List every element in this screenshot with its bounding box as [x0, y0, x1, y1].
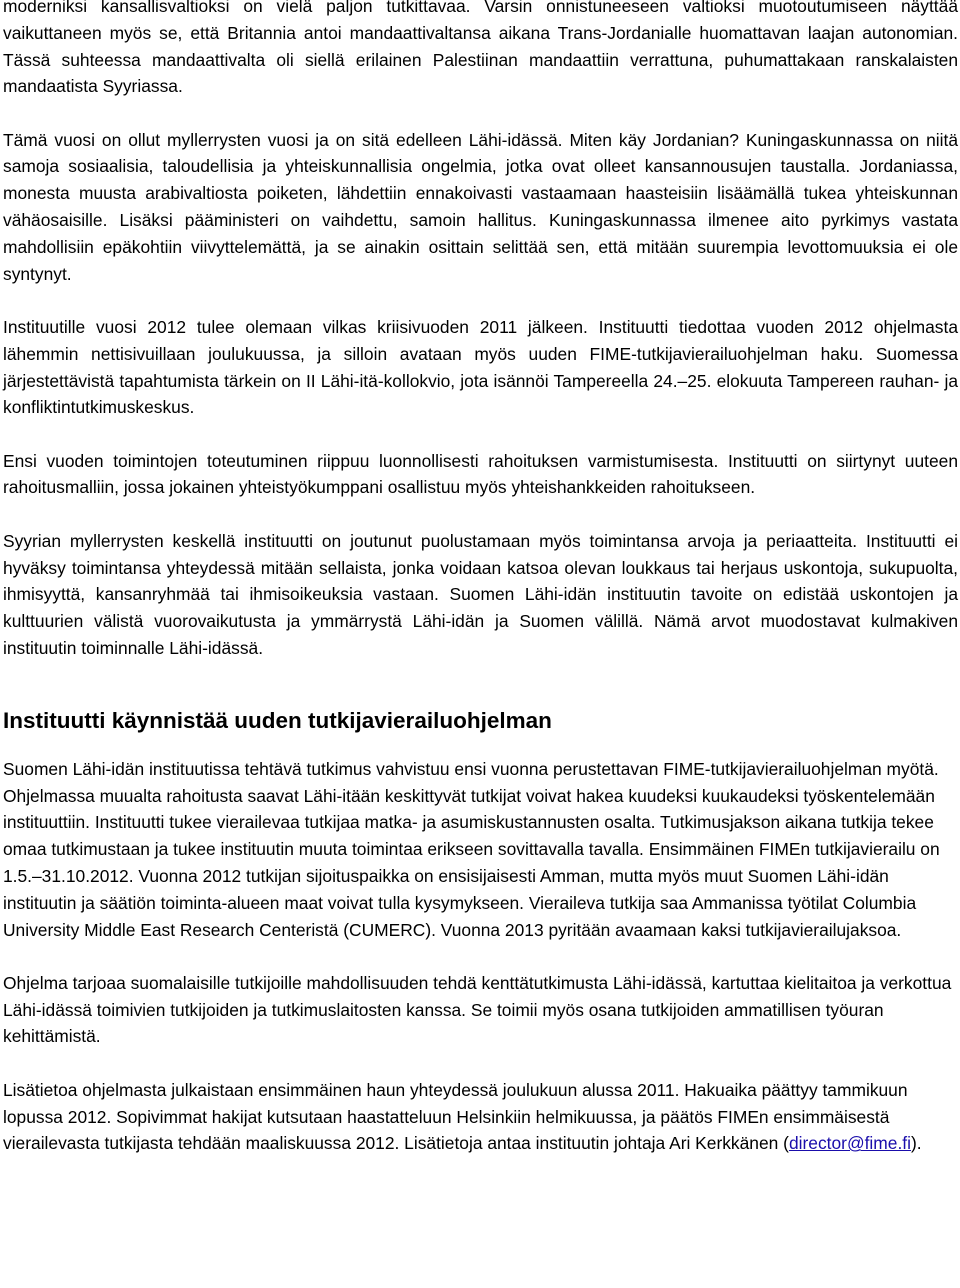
paragraph-institute-2012: Instituutille vuosi 2012 tulee olemaan vilkas kriisivuoden 2011 jälkeen. Instituutti tiedottaa vuoden 2012 ohjelmasta lähemmin nettisivuillaan joulukuussa, ja silloin avataan myös uuden FIME-tutkijavierailuohjelman haku. Suomessa järjestettävistä tapahtumista tärkein on II Lähi-itä-kollokvio, jota isännöi Tampereella 24.–25. elokuuta Tampereen rauhan- ja konfliktintutkimuskeskus. [3, 316, 958, 418]
section-heading: Instituutti käynnistää uuden tutkijavierailuohjelman [3, 707, 552, 733]
director-email-link[interactable]: director@fime.fi [788, 1133, 911, 1154]
document-page [3, 0, 958, 1157]
paragraph-program-benefits: Ohjelma tarjoaa suomalaisille tutkijoille mahdollisuuden tehdä kenttätutkimusta Lähi-idässä, kartuttaa kielitaitoa ja verkottua Lähi-idässä toimivien tutkijoiden ja tutkimuslaitosten kanssa. Se toimii myös osana tutkijoiden ammatillisen työuran kehittämistä. [3, 972, 952, 1047]
paragraph-funding: Ensi vuoden toimintojen toteutuminen riippuu luonnollisesti rahoituksen varmistumisesta. Instituutti on siirtynyt uuteen rahoitusmalliin, jossa jokainen yhteistyökumppani osallistuu myös yhteishankkeiden rahoitukseen. [3, 450, 958, 498]
more-info-end: ). [910, 1133, 922, 1154]
paragraph-jordan-unrest: Tämä vuosi on ollut myllerrysten vuosi ja on sitä edelleen Lähi-idässä. Miten käy Jordanian? Kuningaskunnassa on niitä samoja sosiaalisia, taloudellisia ja yhteiskunnallisia ongelmia, jotka ovat olleet kansannousujen taustalla. Jordaniassa, monesta muusta arabivaltiosta poiketen, lähdettiin ennakoivasti vastaamaan haasteisiin lisäämällä tukea yhteiskunnan vähäosaisille. Lisäksi pääministeri on vaihdettu, samoin hallitus. Kuningaskunnassa ilmenee aito pyrkimys vastata mahdollisiin epäkohtiin viivyttelemättä, ja se ainakin osittain selittää sen, että mitään suurempia levottomuuksia ei ole syntynyt. [3, 129, 958, 284]
paragraph-more-info [3, 1077, 958, 1157]
paragraph-values: Syyrian myllerrysten keskellä instituutti on joutunut puolustamaan myös toimintansa arvoja ja periaatteita. Instituutti ei hyväksy toimintansa yhteydessä mitään sellaista, jonka voidaan katsoa olevan loukkaus tai herjaus uskontoja, sukupuolta, ihmisyyttä, kansanryhmää tai ihmisoikeuksia vastaan. Suomen Lähi-idän instituutin tavoite on edistää uskontojen ja kulttuurien välistä vuorovaikutusta ja ymmärrystä Lähi-idän ja Suomen välillä. Nämä arvot muodostavat kulmakiven instituutin toiminnalle Lähi-idässä. [3, 530, 958, 658]
paragraph-visiting-program: Suomen Lähi-idän instituutissa tehtävä tutkimus vahvistuu ensi vuonna perustettavan FIME-tutkijavierailuohjelman myötä. Ohjelmassa muualta rahoitusta saavat Lähi-itään keskittyvät tutkijat voivat hakea kuudeksi kuukaudeksi työskentelemään instituuttiin. Instituutti tukee vierailevaa tutkijaa matka- ja asumiskustannusten osalta. Tutkimusjakson aikana tutkija tekee omaa tutkimustaan ja tukee instituutin muuta toimintaa erikseen sovittavalla tavalla. Ensimmäinen FIMEn tutkijavierailu on 1.5.–31.10.2012. Vuonna 2012 tutkijan sijoituspaikka on ensisijaisesti Amman, mutta myös muut Suomen Lähi-idän instituutin ja säätiön toiminta-alueen maat voivat tulla kysymykseen. Vieraileva tutkija saa Ammanissa työtilat Columbia University Middle East Research Centeristä (CUMERC). Vuonna 2013 pyritään avaamaan kaksi tutkijavierailujaksoa. [3, 758, 940, 940]
more-info-text: Lisätietoa ohjelmasta julkaistaan ensimmäinen haun yhteydessä joulukuun alussa 2011. Hakuaika päättyy tammikuun lopussa 2012. Sopivimmat hakijat kutsutaan haastatteluun Helsinkiin helmikuussa, ja päätös FIMEn ensimmäisestä vierailevasta tutkijasta tehdään maaliskuussa 2012. Lisätietoja antaa instituutin johtaja Ari Kerkkänen ( [3, 1079, 908, 1154]
paragraph-jordan-mandate: moderniksi kansallisvaltioksi on vielä paljon tutkittavaa. Varsin onnistuneeseen valtioksi muotoutumiseen näyttää vaikuttaneen myös se, että Britannia antoi mandaattivaltansa aikana Trans-Jordanialle huomattavan laajan autonomian. Tässä suhteessa mandaattivalta oli siellä erilainen Palestiinan mandaattiin verrattuna, puhumattakaan ranskalaisten mandaatista Syyriassa. [3, 0, 958, 97]
